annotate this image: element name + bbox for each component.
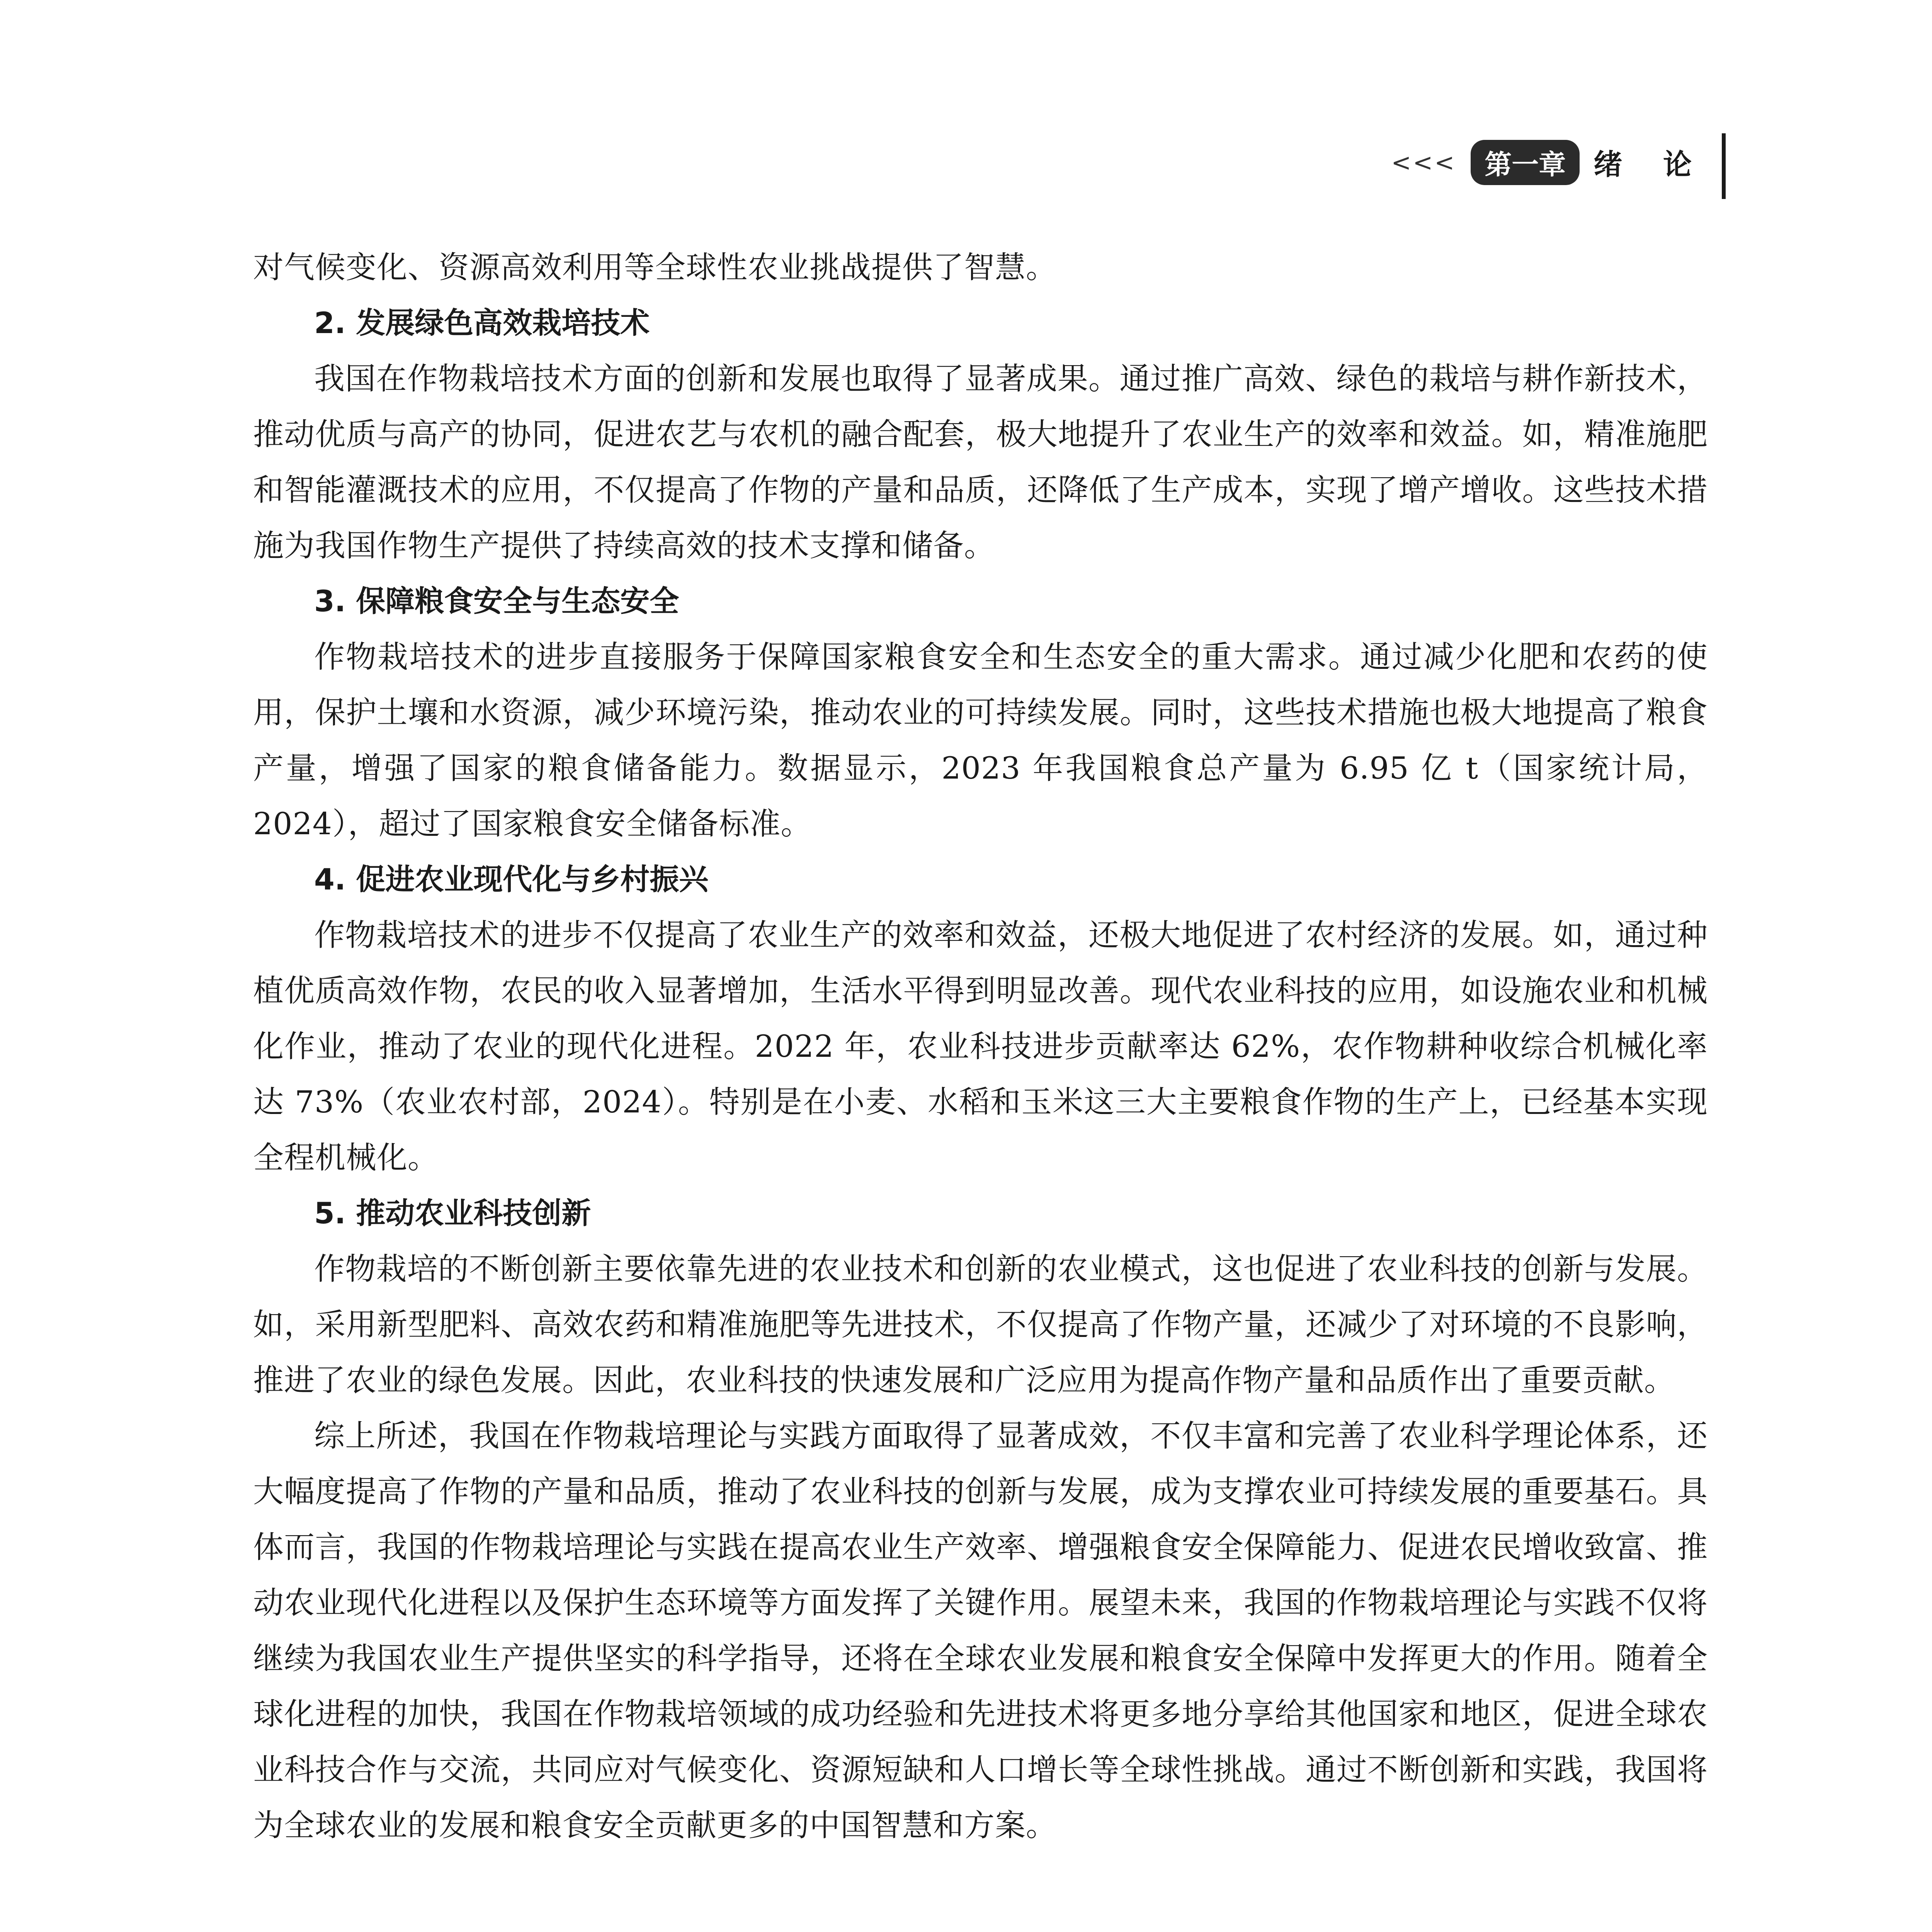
body-paragraph: 我国在作物栽培技术方面的创新和发展也取得了显著成果。通过推广高效、绿色的栽培与耕作新技术，推动优质与高产的协同，促进农艺与农机的融合配套，极大地提升了农业生产的效率和效益。如，精准施肥和智能灌溉技术的应用，不仅提高了作物的产量和品质，还降低了生产成本，实现了增产增收。这些技术措施为我国作物生产提供了持续高效的技术支撑和储备。: [253, 361, 1708, 563]
section-heading-2: 2. 发展绿色高效栽培技术: [314, 306, 650, 340]
running-header: [1391, 135, 1707, 189]
body-paragraph: 对气候变化、资源高效利用等全球性农业挑战提供了智慧。: [253, 250, 1057, 285]
section-heading-3: 3. 保障粮食安全与生态安全: [314, 584, 679, 618]
header-arrows: <<<: [1391, 148, 1456, 177]
section-heading-4: 4. 促进农业现代化与乡村振兴: [314, 862, 709, 896]
body-paragraph: 作物栽培技术的进步不仅提高了农业生产的效率和效益，还极大地促进了农村经济的发展。如，通过种植优质高效作物，农民的收入显著增加，生活水平得到明显改善。现代农业科技的应用，如设施农业和机械化作业，推动了农业的现代化进程。2022 年，农业科技进步贡献率达 62%，农作物耕种收综合机械化率达 73%（农业农村部，2024）。特别是在小麦、水稻和玉米这三大主要粮食作物的生产上，已经基本实现全程机械化。: [253, 917, 1708, 1175]
chapter-badge: 第一章: [1471, 140, 1580, 185]
body-paragraph: 作物栽培的不断创新主要依靠先进的农业技术和创新的农业模式，这也促进了农业科技的创新与发展。如，采用新型肥料、高效农药和精准施肥等先进技术，不仅提高了作物产量，还减少了对环境的不良影响，推进了农业的绿色发展。因此，农业科技的快速发展和广泛应用为提高作物产量和品质作出了重要贡献。: [253, 1251, 1708, 1398]
body-paragraph: 作物栽培技术的进步直接服务于保障国家粮食安全和生态安全的重大需求。通过减少化肥和农药的使用，保护土壤和水资源，减少环境污染，推动农业的可持续发展。同时，这些技术措施也极大地提高了粮食产量，增强了国家的粮食储备能力。数据显示，2023 年我国粮食总产量为 6.95 亿 t（国家统计局，2024），超过了国家粮食安全储备标准。: [253, 639, 1708, 842]
summary-paragraph: 综上所述，我国在作物栽培理论与实践方面取得了显著成效，不仅丰富和完善了农业科学理论体系，还大幅度提高了作物的产量和品质，推动了农业科技的创新与发展，成为支撑农业可持续发展的重要基石。具体而言，我国的作物栽培理论与实践在提高农业生产效率、增强粮食安全保障能力、促进农民增收致富、推动农业现代化进程以及保护生态环境等方面发挥了关键作用。展望未来，我国的作物栽培理论与实践不仅将继续为我国农业生产提供坚实的科学指导，还将在全球农业发展和粮食安全保障中发挥更大的作用。随着全球化进程的加快，我国在作物栽培领域的成功经验和先进技术将更多地分享给其他国家和地区，促进全球农业科技合作与交流，共同应对气候变化、资源短缺和人口增长等全球性挑战。通过不断创新和实践，我国将为全球农业的发展和粮食安全贡献更多的中国智慧和方案。: [253, 1418, 1708, 1843]
header-vertical-rule: [1722, 133, 1726, 199]
page-body: [253, 240, 1708, 1853]
chapter-title: 绪 论: [1594, 148, 1707, 181]
section-heading-5: 5. 推动农业科技创新: [314, 1196, 591, 1230]
